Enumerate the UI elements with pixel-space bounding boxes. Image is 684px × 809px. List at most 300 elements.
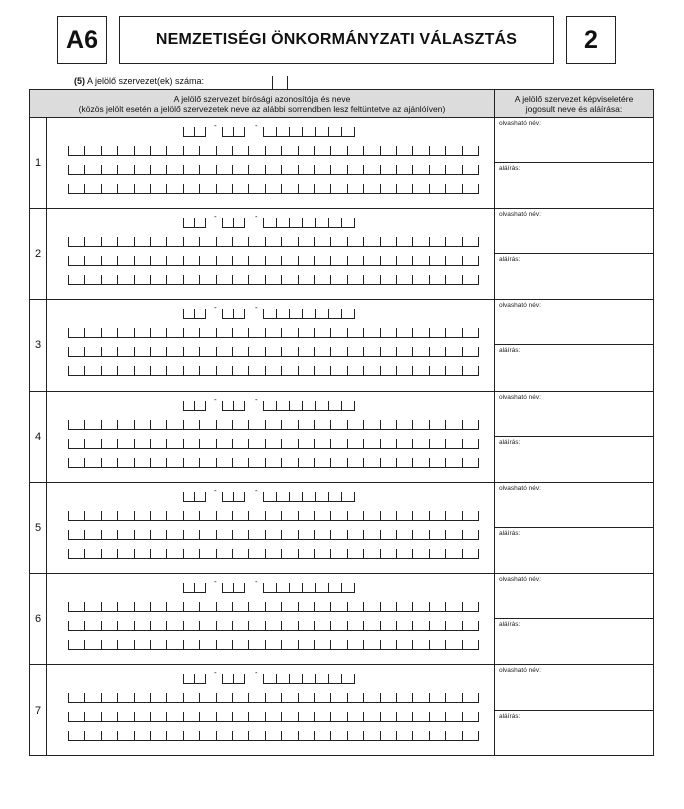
organization-name-line-3[interactable] <box>68 367 479 376</box>
comb-tick <box>281 366 282 375</box>
readable-name-field[interactable] <box>495 300 653 345</box>
comb-tick <box>166 712 167 721</box>
signature-field[interactable] <box>495 619 653 664</box>
comb-tick <box>166 458 167 467</box>
signature-field[interactable] <box>495 437 653 482</box>
signature-field[interactable] <box>495 254 653 299</box>
comb-tick <box>244 401 245 410</box>
comb-tick <box>183 621 184 630</box>
comb-tick <box>150 347 151 356</box>
comb-tick <box>263 674 264 683</box>
comb-tick <box>183 146 184 155</box>
comb-tick <box>302 492 303 501</box>
comb-tick <box>265 621 266 630</box>
comb-tick <box>302 674 303 683</box>
id-separator: - <box>214 212 217 222</box>
comb-tick <box>233 583 234 592</box>
comb-tick <box>298 458 299 467</box>
comb-tick <box>183 218 184 227</box>
comb-tick <box>380 237 381 246</box>
comb-tick <box>101 530 102 539</box>
comb-tick <box>298 712 299 721</box>
comb-tick <box>462 275 463 284</box>
organization-name-line-3[interactable] <box>68 276 479 285</box>
comb-tick <box>314 621 315 630</box>
court-id-part2[interactable] <box>222 493 245 502</box>
comb-tick <box>117 347 118 356</box>
id-separator: - <box>214 577 217 586</box>
comb-tick <box>396 530 397 539</box>
comb-tick <box>445 458 446 467</box>
court-id-part3[interactable] <box>263 493 355 502</box>
comb-tick <box>101 693 102 702</box>
organization-name-line-3[interactable] <box>68 732 479 741</box>
organization-name-line-2[interactable] <box>68 622 479 631</box>
court-id-part2[interactable] <box>222 128 245 137</box>
comb-tick <box>354 492 355 501</box>
table-row <box>30 665 653 756</box>
court-id-part1[interactable] <box>183 219 206 228</box>
court-id-part3[interactable] <box>263 310 355 319</box>
comb-tick <box>84 328 85 337</box>
comb-tick <box>380 712 381 721</box>
comb-tick <box>68 275 69 284</box>
representative-cell <box>494 665 653 756</box>
comb-tick <box>462 420 463 429</box>
comb-tick <box>314 256 315 265</box>
signature-label: aláírás: <box>499 165 521 173</box>
court-id-part2[interactable] <box>222 402 245 411</box>
organization-name-line-1[interactable] <box>68 421 479 430</box>
organization-name-line-3[interactable] <box>68 459 479 468</box>
comb-tick <box>232 328 233 337</box>
comb-tick <box>281 621 282 630</box>
court-id-part3[interactable] <box>263 128 355 137</box>
comb-tick <box>150 165 151 174</box>
comb-tick <box>276 674 277 683</box>
comb-tick <box>117 549 118 558</box>
comb-tick <box>194 583 195 592</box>
comb-tick <box>216 640 217 649</box>
comb-tick <box>117 256 118 265</box>
comb-tick <box>248 237 249 246</box>
comb-tick <box>380 511 381 520</box>
comb-tick <box>445 184 446 193</box>
readable-name-field[interactable] <box>495 665 653 711</box>
comb-tick <box>101 237 102 246</box>
organization-name-line-1[interactable] <box>68 147 479 156</box>
readable-name-field[interactable] <box>495 483 653 528</box>
comb-tick <box>216 184 217 193</box>
comb-tick <box>315 401 316 410</box>
comb-tick <box>396 275 397 284</box>
comb-tick <box>117 640 118 649</box>
comb-tick <box>281 328 282 337</box>
comb-tick <box>412 420 413 429</box>
organization-name-line-2[interactable] <box>68 166 479 175</box>
readable-name-field[interactable] <box>495 118 653 163</box>
comb-tick <box>265 347 266 356</box>
comb-tick <box>347 458 348 467</box>
court-id-part2[interactable] <box>222 310 245 319</box>
comb-tick <box>354 309 355 318</box>
comb-tick <box>314 347 315 356</box>
comb-tick <box>194 674 195 683</box>
comb-tick <box>117 366 118 375</box>
comb-tick <box>281 165 282 174</box>
comb-tick <box>429 530 430 539</box>
comb-tick <box>248 420 249 429</box>
organization-name-line-1[interactable] <box>68 694 479 703</box>
comb-tick <box>248 731 249 740</box>
court-id-part1[interactable] <box>183 675 206 684</box>
comb-tick <box>68 439 69 448</box>
court-id-part1[interactable] <box>183 128 206 137</box>
row-number: 6 <box>30 574 47 664</box>
comb-tick <box>412 439 413 448</box>
comb-tick <box>166 328 167 337</box>
comb-tick <box>166 237 167 246</box>
comb-tick <box>396 549 397 558</box>
readable-name-label: olvasható név: <box>499 211 541 219</box>
comb-tick <box>363 237 364 246</box>
comb-tick <box>117 184 118 193</box>
readable-name-field[interactable] <box>495 209 653 254</box>
comb-tick <box>330 693 331 702</box>
court-id-part1[interactable] <box>183 584 206 593</box>
comb-tick <box>205 127 206 136</box>
organization-name-line-1[interactable] <box>68 512 479 521</box>
comb-tick <box>117 511 118 520</box>
comb-tick <box>330 458 331 467</box>
comb-tick <box>298 602 299 611</box>
comb-tick <box>101 366 102 375</box>
comb-tick <box>429 256 430 265</box>
comb-tick <box>150 184 151 193</box>
comb-tick <box>248 549 249 558</box>
comb-tick <box>84 420 85 429</box>
comb-tick <box>199 530 200 539</box>
comb-tick <box>429 366 430 375</box>
comb-tick <box>194 218 195 227</box>
comb-tick <box>462 621 463 630</box>
comb-tick <box>244 674 245 683</box>
comb-tick <box>233 309 234 318</box>
comb-tick <box>183 458 184 467</box>
organization-name-line-2[interactable] <box>68 531 479 540</box>
comb-tick <box>363 184 364 193</box>
comb-tick <box>314 328 315 337</box>
representative-cell <box>494 209 653 299</box>
comb-tick <box>222 309 223 318</box>
comb-tick <box>150 256 151 265</box>
organization-name-line-1[interactable] <box>68 329 479 338</box>
comb-tick <box>462 731 463 740</box>
form-title-text: NEMZETISÉGI ÖNKORMÁNYZATI VÁLASZTÁS <box>155 31 518 48</box>
comb-tick <box>276 401 277 410</box>
comb-tick <box>101 275 102 284</box>
comb-tick <box>347 439 348 448</box>
comb-tick <box>150 530 151 539</box>
comb-tick <box>396 328 397 337</box>
comb-tick <box>478 275 479 284</box>
signature-field[interactable] <box>495 345 653 390</box>
header-representative <box>494 90 653 117</box>
comb-tick <box>380 602 381 611</box>
comb-tick <box>232 693 233 702</box>
comb-tick <box>216 347 217 356</box>
organization-name-line-2[interactable] <box>68 257 479 266</box>
comb-tick <box>363 275 364 284</box>
comb-tick <box>265 275 266 284</box>
comb-tick <box>445 146 446 155</box>
comb-tick <box>84 256 85 265</box>
comb-tick <box>354 674 355 683</box>
comb-tick <box>232 439 233 448</box>
comb-tick <box>396 256 397 265</box>
organization-count-input[interactable] <box>272 76 288 90</box>
comb-tick <box>412 640 413 649</box>
comb-tick <box>412 237 413 246</box>
comb-tick <box>265 549 266 558</box>
comb-tick <box>265 530 266 539</box>
court-id-part2[interactable] <box>222 675 245 684</box>
comb-tick <box>429 347 430 356</box>
court-id-part3[interactable] <box>263 219 355 228</box>
court-id-part3[interactable] <box>263 402 355 411</box>
comb-tick <box>412 693 413 702</box>
comb-tick <box>183 492 184 501</box>
comb-tick <box>166 731 167 740</box>
comb-tick <box>134 165 135 174</box>
comb-tick <box>445 366 446 375</box>
comb-tick <box>265 511 266 520</box>
comb-tick <box>183 309 184 318</box>
comb-tick <box>412 347 413 356</box>
comb-tick <box>380 621 381 630</box>
readable-name-label: olvasható név: <box>499 393 541 401</box>
comb-tick <box>199 347 200 356</box>
comb-tick <box>134 420 135 429</box>
table-row <box>30 300 653 391</box>
organization-name-line-2[interactable] <box>68 440 479 449</box>
comb-tick <box>298 237 299 246</box>
comb-tick <box>183 165 184 174</box>
comb-tick <box>363 530 364 539</box>
comb-tick <box>84 511 85 520</box>
comb-tick <box>166 530 167 539</box>
readable-name-field[interactable] <box>495 392 653 437</box>
comb-tick <box>363 366 364 375</box>
comb-tick <box>248 712 249 721</box>
comb-tick <box>248 511 249 520</box>
organization-name-line-2[interactable] <box>68 348 479 357</box>
readable-name-field[interactable] <box>495 574 653 619</box>
comb-tick <box>276 583 277 592</box>
signature-label: aláírás: <box>499 438 521 446</box>
signature-label: aláírás: <box>499 712 521 720</box>
comb-tick <box>429 146 430 155</box>
organization-name-line-2[interactable] <box>68 713 479 722</box>
comb-tick <box>205 218 206 227</box>
organization-count-label <box>74 76 204 86</box>
comb-tick <box>199 511 200 520</box>
comb-tick <box>315 583 316 592</box>
comb-tick <box>117 712 118 721</box>
table-row <box>30 209 653 300</box>
comb-tick <box>330 621 331 630</box>
comb-tick <box>150 275 151 284</box>
comb-tick <box>412 621 413 630</box>
comb-tick <box>412 511 413 520</box>
comb-tick <box>84 530 85 539</box>
comb-tick <box>248 347 249 356</box>
comb-tick <box>68 530 69 539</box>
court-id-part3[interactable] <box>263 675 355 684</box>
comb-tick <box>199 640 200 649</box>
table-row <box>30 483 653 574</box>
court-id-part1[interactable] <box>183 310 206 319</box>
comb-tick <box>166 184 167 193</box>
comb-tick <box>298 328 299 337</box>
comb-tick <box>445 328 446 337</box>
court-id-part1[interactable] <box>183 493 206 502</box>
comb-tick <box>199 693 200 702</box>
comb-tick <box>199 420 200 429</box>
comb-tick <box>302 401 303 410</box>
comb-tick <box>117 693 118 702</box>
comb-tick <box>347 731 348 740</box>
comb-tick <box>478 146 479 155</box>
comb-tick <box>248 439 249 448</box>
comb-tick <box>134 530 135 539</box>
id-separator: - <box>255 577 258 586</box>
court-id-part1[interactable] <box>183 402 206 411</box>
page-number-text: 2 <box>584 25 598 54</box>
comb-tick <box>445 621 446 630</box>
comb-tick <box>478 184 479 193</box>
comb-tick <box>315 127 316 136</box>
comb-tick <box>412 712 413 721</box>
comb-tick <box>330 602 331 611</box>
comb-tick <box>314 439 315 448</box>
comb-tick <box>429 184 430 193</box>
comb-tick <box>117 146 118 155</box>
comb-tick <box>298 621 299 630</box>
comb-tick <box>183 237 184 246</box>
table-row <box>30 392 653 483</box>
comb-tick <box>315 674 316 683</box>
comb-tick <box>233 218 234 227</box>
comb-tick <box>341 674 342 683</box>
comb-tick <box>84 731 85 740</box>
organization-name-line-3[interactable] <box>68 641 479 650</box>
comb-tick <box>134 511 135 520</box>
comb-tick <box>216 621 217 630</box>
comb-tick <box>248 184 249 193</box>
court-id-part2[interactable] <box>222 584 245 593</box>
comb-tick <box>298 347 299 356</box>
comb-tick <box>363 420 364 429</box>
comb-tick <box>166 511 167 520</box>
comb-tick <box>183 602 184 611</box>
comb-tick <box>265 328 266 337</box>
comb-tick <box>183 347 184 356</box>
comb-tick <box>117 621 118 630</box>
comb-tick <box>314 146 315 155</box>
comb-tick <box>478 640 479 649</box>
comb-tick <box>354 127 355 136</box>
comb-tick <box>429 420 430 429</box>
comb-tick <box>183 511 184 520</box>
organization-name-line-3[interactable] <box>68 550 479 559</box>
comb-tick <box>462 165 463 174</box>
signature-label: aláírás: <box>499 256 521 264</box>
comb-tick <box>68 712 69 721</box>
organization-name-line-1[interactable] <box>68 238 479 247</box>
comb-tick <box>248 328 249 337</box>
comb-tick <box>183 275 184 284</box>
organization-name-line-3[interactable] <box>68 185 479 194</box>
comb-tick <box>281 511 282 520</box>
comb-tick <box>68 146 69 155</box>
comb-tick <box>183 401 184 410</box>
organization-name-line-1[interactable] <box>68 603 479 612</box>
readable-name-label: olvasható név: <box>499 302 541 310</box>
comb-tick <box>347 640 348 649</box>
comb-tick <box>216 275 217 284</box>
comb-tick <box>232 602 233 611</box>
comb-tick <box>248 146 249 155</box>
comb-tick <box>68 328 69 337</box>
comb-tick <box>263 218 264 227</box>
comb-tick <box>347 549 348 558</box>
comb-tick <box>84 275 85 284</box>
comb-tick <box>314 602 315 611</box>
comb-tick <box>84 712 85 721</box>
comb-tick <box>315 218 316 227</box>
comb-tick <box>298 731 299 740</box>
comb-tick <box>281 237 282 246</box>
comb-tick <box>101 420 102 429</box>
signature-field[interactable] <box>495 528 653 573</box>
comb-tick <box>445 731 446 740</box>
comb-tick <box>84 146 85 155</box>
comb-tick <box>281 275 282 284</box>
comb-tick <box>396 439 397 448</box>
comb-tick <box>101 328 102 337</box>
court-id-part3[interactable] <box>263 584 355 593</box>
comb-tick <box>380 640 381 649</box>
comb-tick <box>150 366 151 375</box>
comb-tick <box>330 530 331 539</box>
signature-field[interactable] <box>495 711 653 757</box>
comb-tick <box>199 549 200 558</box>
comb-tick <box>248 275 249 284</box>
court-id-part2[interactable] <box>222 219 245 228</box>
comb-tick <box>68 347 69 356</box>
form-code-text: A6 <box>66 25 98 54</box>
comb-tick <box>101 439 102 448</box>
comb-tick <box>445 602 446 611</box>
comb-tick <box>412 328 413 337</box>
comb-tick <box>347 712 348 721</box>
comb-tick <box>347 275 348 284</box>
signature-field[interactable] <box>495 163 653 208</box>
comb-tick <box>396 420 397 429</box>
comb-tick <box>298 366 299 375</box>
comb-tick <box>265 165 266 174</box>
